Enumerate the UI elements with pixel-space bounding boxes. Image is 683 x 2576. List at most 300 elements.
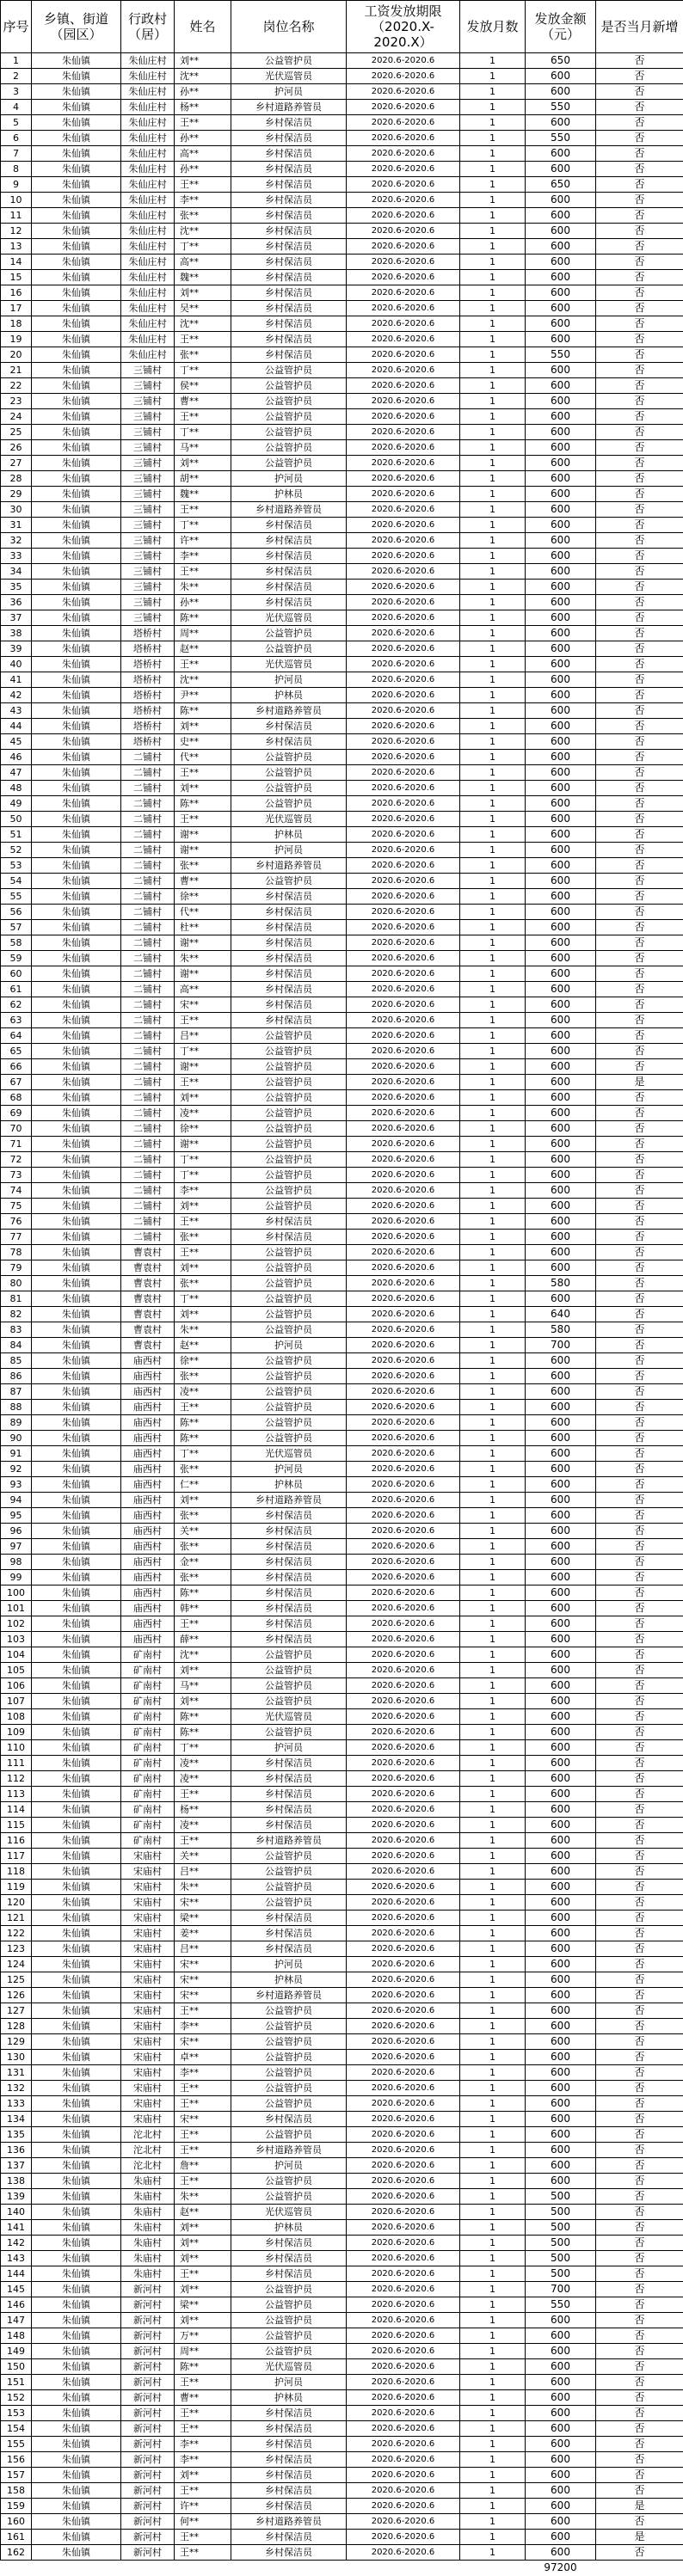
cell-amount: 600	[526, 1895, 596, 1911]
cell-post: 乡村保洁员	[231, 580, 347, 595]
cell-town: 朱仙镇	[32, 53, 121, 69]
cell-new-flag: 否	[596, 1431, 683, 1446]
cell-town: 朱仙镇	[32, 2282, 121, 2297]
cell-months: 1	[460, 270, 526, 285]
cell-amount: 500	[526, 2189, 596, 2205]
cell-amount: 600	[526, 657, 596, 672]
cell-village: 二铺村	[121, 920, 175, 935]
cell-amount: 600	[526, 580, 596, 595]
cell-village: 三铺村	[121, 456, 175, 471]
cell-period: 2020.6-2020.6	[347, 951, 460, 966]
cell-new-flag: 否	[596, 812, 683, 827]
cell-name: 刘**	[175, 1694, 231, 1709]
cell-village: 曹袁村	[121, 1338, 175, 1353]
cell-seq: 98	[1, 1555, 32, 1570]
cell-name: 王**	[175, 564, 231, 580]
cell-post: 公益管护员	[231, 1384, 347, 1400]
cell-period: 2020.6-2020.6	[347, 595, 460, 610]
cell-amount: 600	[526, 2390, 596, 2406]
cell-village: 二铺村	[121, 1137, 175, 1152]
cell-post: 乡村保洁员	[231, 1585, 347, 1601]
table-row	[1, 2514, 683, 2530]
cell-new-flag: 否	[596, 100, 683, 115]
cell-amount: 600	[526, 2065, 596, 2081]
cell-town: 朱仙镇	[32, 2127, 121, 2143]
cell-new-flag: 否	[596, 224, 683, 239]
cell-period: 2020.6-2020.6	[347, 100, 460, 115]
cell-post: 公益管护员	[231, 2174, 347, 2189]
table-row	[1, 750, 683, 765]
cell-seq: 128	[1, 2019, 32, 2034]
table-row	[1, 2050, 683, 2065]
cell-post: 护林员	[231, 688, 347, 703]
cell-period: 2020.6-2020.6	[347, 610, 460, 626]
cell-seq: 28	[1, 471, 32, 487]
cell-post: 公益管护员	[231, 1168, 347, 1183]
cell-village: 三铺村	[121, 440, 175, 456]
cell-amount: 600	[526, 409, 596, 425]
cell-new-flag: 否	[596, 1972, 683, 1988]
table-row	[1, 2081, 683, 2096]
cell-post: 公益管护员	[231, 1431, 347, 1446]
cell-seq: 38	[1, 626, 32, 641]
cell-seq: 135	[1, 2127, 32, 2143]
cell-post: 公益管护员	[231, 1895, 347, 1911]
cell-period: 2020.6-2020.6	[347, 1756, 460, 1771]
cell-village: 二铺村	[121, 796, 175, 812]
cell-months: 1	[460, 1585, 526, 1601]
cell-months: 1	[460, 1941, 526, 1957]
table-row	[1, 1260, 683, 1276]
cell-period: 2020.6-2020.6	[347, 2437, 460, 2452]
table-row	[1, 1291, 683, 1307]
cell-village: 宋庙村	[121, 2096, 175, 2112]
table-row	[1, 1075, 683, 1090]
cell-town: 朱仙镇	[32, 409, 121, 425]
cell-village: 朱仙庄村	[121, 239, 175, 255]
cell-amount: 600	[526, 812, 596, 827]
cell-village: 塔桥村	[121, 719, 175, 734]
cell-period: 2020.6-2020.6	[347, 1647, 460, 1663]
cell-amount: 600	[526, 2375, 596, 2390]
cell-amount: 600	[526, 2081, 596, 2096]
cell-village: 二铺村	[121, 765, 175, 781]
cell-period: 2020.6-2020.6	[347, 1291, 460, 1307]
cell-name: 曹**	[175, 2390, 231, 2406]
cell-amount: 600	[526, 1926, 596, 1941]
cell-seq: 115	[1, 1818, 32, 1833]
cell-new-flag: 否	[596, 2437, 683, 2452]
cell-post: 公益管护员	[231, 1291, 347, 1307]
cell-village: 新河村	[121, 2375, 175, 2390]
cell-months: 1	[460, 2313, 526, 2328]
cell-town: 朱仙镇	[32, 2096, 121, 2112]
cell-name: 刘**	[175, 285, 231, 301]
cell-amount: 600	[526, 641, 596, 657]
cell-amount: 600	[526, 2143, 596, 2158]
cell-seq: 84	[1, 1338, 32, 1353]
table-row	[1, 1137, 683, 1152]
cell-town: 朱仙镇	[32, 347, 121, 363]
cell-amount: 600	[526, 843, 596, 858]
cell-village: 二铺村	[121, 1183, 175, 1199]
cell-village: 庙西村	[121, 1508, 175, 1524]
cell-months: 1	[460, 781, 526, 796]
cell-village: 二铺村	[121, 997, 175, 1013]
cell-village: 三铺村	[121, 378, 175, 394]
cell-amount: 600	[526, 1152, 596, 1168]
cell-amount: 600	[526, 1245, 596, 1260]
cell-seq: 33	[1, 549, 32, 564]
cell-months: 1	[460, 1616, 526, 1632]
cell-seq: 114	[1, 1802, 32, 1818]
cell-post: 光伏巡管员	[231, 1709, 347, 1725]
cell-period: 2020.6-2020.6	[347, 1369, 460, 1384]
cell-period: 2020.6-2020.6	[347, 1787, 460, 1802]
cell-seq: 122	[1, 1926, 32, 1941]
cell-village: 朱庙村	[121, 2236, 175, 2251]
cell-months: 1	[460, 332, 526, 347]
cell-village: 新河村	[121, 2328, 175, 2344]
cell-new-flag: 否	[596, 997, 683, 1013]
table-row	[1, 549, 683, 564]
cell-seq: 30	[1, 502, 32, 518]
header-amount: 发放金额（元）	[526, 1, 596, 53]
table-row	[1, 1400, 683, 1415]
cell-post: 公益管护员	[231, 1075, 347, 1090]
cell-months: 1	[460, 1787, 526, 1802]
cell-period: 2020.6-2020.6	[347, 347, 460, 363]
cell-period: 2020.6-2020.6	[347, 626, 460, 641]
cell-new-flag: 否	[596, 1353, 683, 1369]
cell-town: 朱仙镇	[32, 270, 121, 285]
cell-post: 乡村保洁员	[231, 595, 347, 610]
cell-period: 2020.6-2020.6	[347, 162, 460, 177]
cell-seq: 110	[1, 1740, 32, 1756]
cell-village: 三铺村	[121, 564, 175, 580]
cell-village: 三铺村	[121, 610, 175, 626]
table-row	[1, 69, 683, 84]
table-row	[1, 471, 683, 487]
cell-post: 乡村保洁员	[231, 285, 347, 301]
cell-seq: 91	[1, 1446, 32, 1462]
cell-period: 2020.6-2020.6	[347, 394, 460, 409]
cell-months: 1	[460, 394, 526, 409]
cell-new-flag: 否	[596, 1756, 683, 1771]
cell-name: 王**	[175, 1214, 231, 1230]
table-row	[1, 1214, 683, 1230]
cell-post: 乡村保洁员	[231, 1941, 347, 1957]
cell-village: 矿南村	[121, 1725, 175, 1740]
cell-seq: 146	[1, 2297, 32, 2313]
cell-amount: 650	[526, 177, 596, 193]
cell-period: 2020.6-2020.6	[347, 378, 460, 394]
table-row	[1, 487, 683, 502]
cell-village: 新河村	[121, 2499, 175, 2514]
cell-new-flag: 是	[596, 1075, 683, 1090]
cell-seq: 24	[1, 409, 32, 425]
cell-town: 朱仙镇	[32, 549, 121, 564]
cell-new-flag: 否	[596, 2050, 683, 2065]
cell-amount: 600	[526, 1818, 596, 1833]
cell-town: 朱仙镇	[32, 533, 121, 549]
cell-post: 公益管护员	[231, 1152, 347, 1168]
cell-village: 矿南村	[121, 1833, 175, 1849]
cell-town: 朱仙镇	[32, 1508, 121, 1524]
cell-village: 朱仙庄村	[121, 270, 175, 285]
cell-seq: 50	[1, 812, 32, 827]
cell-period: 2020.6-2020.6	[347, 843, 460, 858]
cell-name: 马**	[175, 440, 231, 456]
cell-post: 乡村保洁员	[231, 1013, 347, 1028]
table-row	[1, 1941, 683, 1957]
cell-new-flag: 否	[596, 270, 683, 285]
cell-village: 二铺村	[121, 1013, 175, 1028]
cell-amount: 600	[526, 2034, 596, 2050]
header-post: 岗位名称	[231, 1, 347, 53]
cell-months: 1	[460, 796, 526, 812]
cell-town: 朱仙镇	[32, 1926, 121, 1941]
cell-town: 朱仙镇	[32, 1570, 121, 1585]
cell-town: 朱仙镇	[32, 239, 121, 255]
cell-village: 曹袁村	[121, 1307, 175, 1322]
cell-village: 二铺村	[121, 935, 175, 951]
table-row	[1, 2205, 683, 2220]
cell-name: 姜**	[175, 1926, 231, 1941]
table-row	[1, 997, 683, 1013]
cell-village: 二铺村	[121, 1028, 175, 1044]
cell-town: 朱仙镇	[32, 2143, 121, 2158]
cell-name: 刘**	[175, 2236, 231, 2251]
cell-post: 乡村保洁员	[231, 2421, 347, 2437]
cell-amount: 600	[526, 1353, 596, 1369]
cell-town: 朱仙镇	[32, 1771, 121, 1787]
cell-town: 朱仙镇	[32, 1199, 121, 1214]
cell-new-flag: 否	[596, 193, 683, 208]
cell-amount: 600	[526, 2514, 596, 2530]
cell-amount: 600	[526, 425, 596, 440]
cell-village: 朱仙庄村	[121, 347, 175, 363]
cell-seq: 17	[1, 301, 32, 316]
cell-town: 朱仙镇	[32, 2437, 121, 2452]
cell-seq: 31	[1, 518, 32, 533]
cell-period: 2020.6-2020.6	[347, 2034, 460, 2050]
cell-town: 朱仙镇	[32, 2065, 121, 2081]
cell-seq: 133	[1, 2096, 32, 2112]
cell-post: 乡村保洁员	[231, 2452, 347, 2468]
cell-period: 2020.6-2020.6	[347, 2452, 460, 2468]
cell-new-flag: 否	[596, 1864, 683, 1880]
cell-new-flag: 否	[596, 518, 683, 533]
cell-amount: 600	[526, 719, 596, 734]
cell-name: 丁**	[175, 1446, 231, 1462]
cell-amount: 600	[526, 796, 596, 812]
cell-amount: 600	[526, 2328, 596, 2344]
cell-name: 周**	[175, 2344, 231, 2359]
cell-name: 李**	[175, 1183, 231, 1199]
cell-new-flag: 否	[596, 301, 683, 316]
cell-seq: 121	[1, 1911, 32, 1926]
cell-new-flag: 否	[596, 1740, 683, 1756]
table-row	[1, 1369, 683, 1384]
cell-new-flag: 否	[596, 1446, 683, 1462]
cell-new-flag: 否	[596, 53, 683, 69]
cell-amount: 580	[526, 1322, 596, 1338]
cell-post: 护河员	[231, 672, 347, 688]
cell-period: 2020.6-2020.6	[347, 2468, 460, 2483]
cell-months: 1	[460, 1555, 526, 1570]
cell-period: 2020.6-2020.6	[347, 1725, 460, 1740]
cell-seq: 138	[1, 2174, 32, 2189]
table-row	[1, 1585, 683, 1601]
table-row	[1, 905, 683, 920]
cell-post: 公益管护员	[231, 1694, 347, 1709]
cell-seq: 161	[1, 2530, 32, 2545]
cell-months: 1	[460, 1353, 526, 1369]
cell-period: 2020.6-2020.6	[347, 1493, 460, 1508]
cell-amount: 600	[526, 255, 596, 270]
cell-period: 2020.6-2020.6	[347, 332, 460, 347]
cell-name: 李**	[175, 549, 231, 564]
cell-post: 乡村道路养管员	[231, 1988, 347, 2003]
cell-village: 朱仙庄村	[121, 115, 175, 131]
cell-town: 朱仙镇	[32, 703, 121, 719]
cell-name: 曹**	[175, 394, 231, 409]
cell-period: 2020.6-2020.6	[347, 2282, 460, 2297]
cell-amount: 600	[526, 1632, 596, 1647]
cell-new-flag: 否	[596, 1106, 683, 1121]
cell-amount: 600	[526, 1431, 596, 1446]
cell-new-flag: 否	[596, 2158, 683, 2174]
table-row	[1, 1276, 683, 1291]
cell-name: 张**	[175, 1462, 231, 1477]
cell-town: 朱仙镇	[32, 69, 121, 84]
cell-town: 朱仙镇	[32, 1849, 121, 1864]
cell-village: 沱北村	[121, 2158, 175, 2174]
cell-new-flag: 否	[596, 982, 683, 997]
cell-period: 2020.6-2020.6	[347, 1585, 460, 1601]
cell-period: 2020.6-2020.6	[347, 672, 460, 688]
table-row	[1, 843, 683, 858]
cell-post: 护河员	[231, 1740, 347, 1756]
cell-amount: 600	[526, 456, 596, 471]
cell-name: 刘**	[175, 1260, 231, 1276]
cell-name: 朱**	[175, 580, 231, 595]
cell-months: 1	[460, 2112, 526, 2127]
cell-town: 朱仙镇	[32, 750, 121, 765]
cell-village: 曹袁村	[121, 1291, 175, 1307]
cell-town: 朱仙镇	[32, 2081, 121, 2096]
cell-town: 朱仙镇	[32, 2421, 121, 2437]
cell-amount: 600	[526, 1524, 596, 1539]
cell-seq: 46	[1, 750, 32, 765]
cell-village: 矿南村	[121, 1756, 175, 1771]
cell-period: 2020.6-2020.6	[347, 2344, 460, 2359]
cell-town: 朱仙镇	[32, 672, 121, 688]
cell-new-flag: 否	[596, 966, 683, 982]
cell-months: 1	[460, 1415, 526, 1431]
cell-name: 丁**	[175, 425, 231, 440]
cell-town: 朱仙镇	[32, 2514, 121, 2530]
table-row	[1, 2499, 683, 2514]
cell-new-flag: 否	[596, 1585, 683, 1601]
cell-amount: 600	[526, 239, 596, 255]
cell-months: 1	[460, 255, 526, 270]
cell-seq: 80	[1, 1276, 32, 1291]
cell-village: 二铺村	[121, 781, 175, 796]
cell-months: 1	[460, 905, 526, 920]
cell-town: 朱仙镇	[32, 2019, 121, 2034]
cell-new-flag: 否	[596, 672, 683, 688]
cell-post: 乡村保洁员	[231, 2545, 347, 2561]
cell-months: 1	[460, 1291, 526, 1307]
table-row	[1, 378, 683, 394]
cell-town: 朱仙镇	[32, 858, 121, 874]
cell-name: 丁**	[175, 518, 231, 533]
cell-months: 1	[460, 1338, 526, 1353]
cell-months: 1	[460, 100, 526, 115]
cell-town: 朱仙镇	[32, 1740, 121, 1756]
cell-post: 公益管护员	[231, 1647, 347, 1663]
cell-village: 庙西村	[121, 1369, 175, 1384]
cell-name: 王**	[175, 1013, 231, 1028]
cell-name: 张**	[175, 208, 231, 224]
cell-new-flag: 否	[596, 131, 683, 146]
cell-village: 新河村	[121, 2545, 175, 2561]
cell-village: 朱仙庄村	[121, 69, 175, 84]
cell-amount: 600	[526, 2019, 596, 2034]
table-row	[1, 812, 683, 827]
cell-town: 朱仙镇	[32, 1384, 121, 1400]
cell-amount: 500	[526, 2251, 596, 2266]
cell-months: 1	[460, 1756, 526, 1771]
cell-post: 公益管护员	[231, 1864, 347, 1880]
cell-name: 刘**	[175, 53, 231, 69]
cell-name: 张**	[175, 1369, 231, 1384]
table-row	[1, 2034, 683, 2050]
cell-amount: 550	[526, 347, 596, 363]
cell-name: 刘**	[175, 1307, 231, 1322]
cell-months: 1	[460, 440, 526, 456]
cell-amount: 600	[526, 1230, 596, 1245]
cell-new-flag: 否	[596, 69, 683, 84]
cell-amount: 640	[526, 1307, 596, 1322]
cell-name: 张**	[175, 858, 231, 874]
cell-post: 公益管护员	[231, 2096, 347, 2112]
cell-name: 王**	[175, 2545, 231, 2561]
cell-post: 公益管护员	[231, 796, 347, 812]
table-row	[1, 1353, 683, 1369]
cell-town: 朱仙镇	[32, 518, 121, 533]
cell-new-flag: 否	[596, 1137, 683, 1152]
cell-town: 朱仙镇	[32, 734, 121, 750]
table-row	[1, 162, 683, 177]
cell-seq: 43	[1, 703, 32, 719]
cell-town: 朱仙镇	[32, 2251, 121, 2266]
cell-town: 朱仙镇	[32, 1818, 121, 1833]
cell-post: 乡村保洁员	[231, 1601, 347, 1616]
cell-post: 光伏巡管员	[231, 2205, 347, 2220]
cell-name: 丁**	[175, 239, 231, 255]
table-row	[1, 1694, 683, 1709]
cell-period: 2020.6-2020.6	[347, 2143, 460, 2158]
cell-village: 三铺村	[121, 549, 175, 564]
cell-town: 朱仙镇	[32, 657, 121, 672]
cell-amount: 600	[526, 2003, 596, 2019]
cell-town: 朱仙镇	[32, 1864, 121, 1880]
cell-post: 公益管护员	[231, 440, 347, 456]
cell-town: 朱仙镇	[32, 2112, 121, 2127]
